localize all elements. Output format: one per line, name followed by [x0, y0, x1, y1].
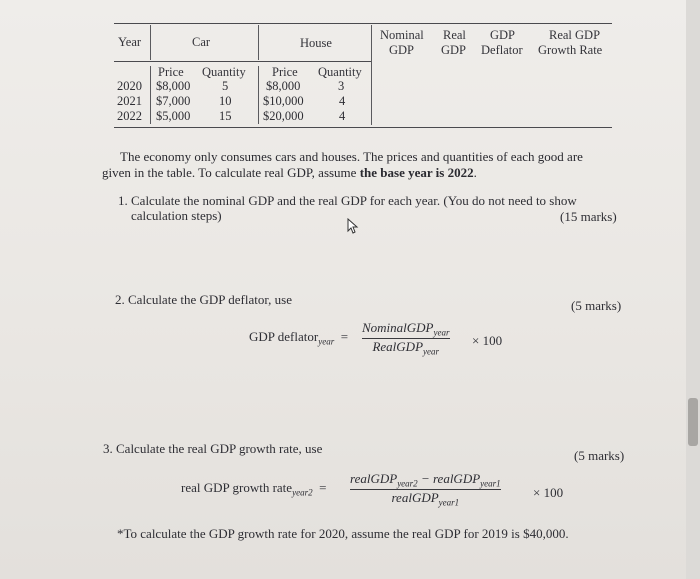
q2-numerator-text: NominalGDP — [362, 320, 434, 335]
scrollbar-thumb[interactable] — [688, 398, 698, 446]
q2-denominator-text: RealGDP — [372, 338, 424, 354]
header-gdp-deflator-line1: GDP — [490, 28, 516, 42]
row-2022-year: 2022 — [117, 109, 142, 123]
row-2020-car-qty: 5 — [222, 79, 229, 93]
q3-multiplier: × 100 — [533, 485, 564, 500]
q2-denominator-subscript: year — [423, 346, 440, 357]
subheader-car-quantity: Quantity — [202, 65, 246, 79]
header-real-gdp-line2: GDP — [441, 43, 467, 57]
intro-paragraph — [102, 149, 642, 181]
table-divider-car-house-data — [258, 66, 259, 124]
q2-denominator — [372, 339, 439, 357]
row-2021-car-price: $7,000 — [156, 94, 191, 108]
q2-numerator — [362, 320, 450, 338]
q3-numerator — [350, 471, 501, 489]
header-growth-rate-line1: Real GDP — [549, 28, 601, 42]
header-house: House — [300, 36, 332, 50]
q3-num-a-text: realGDP — [350, 471, 398, 486]
header-nominal-gdp-line1: Nominal — [380, 28, 424, 42]
q2-marks: (5 marks) — [571, 298, 622, 313]
mouse-cursor-icon — [346, 218, 360, 239]
intro-line-1: The economy only consumes cars and houses. The prices and quantities of each good are — [120, 149, 583, 164]
q2-lhs-subscript: year — [318, 336, 335, 347]
q3-text: 3. Calculate the real GDP growth rate, use — [103, 441, 323, 456]
q2-fraction — [362, 320, 450, 356]
q3-formula-lhs — [181, 480, 326, 498]
vertical-scrollbar[interactable] — [686, 0, 700, 579]
subheader-house-quantity: Quantity — [318, 65, 362, 79]
table-bottom-rule — [114, 127, 612, 128]
table-divider-year-data — [150, 66, 151, 124]
header-real-gdp-line1: Real — [443, 28, 466, 42]
header-gdp-deflator-line2: Deflator — [481, 43, 523, 57]
row-2020-year: 2020 — [117, 79, 142, 93]
intro-line-2-suffix: . — [473, 165, 477, 180]
intro-line-2 — [102, 165, 642, 181]
row-2022-car-qty: 15 — [219, 109, 232, 123]
q2-equals: = — [337, 329, 349, 344]
table-divider-car-house — [258, 25, 259, 60]
table-top-rule — [114, 23, 612, 24]
q2-formula-lhs — [249, 329, 348, 347]
q2-numerator-subscript: year — [433, 327, 450, 338]
q3-lhs-text: real GDP growth rate — [181, 480, 293, 495]
table-divider-house-gdp — [371, 25, 372, 125]
q3-minus: − — [420, 471, 430, 486]
row-2022-house-price: $20,000 — [263, 109, 304, 123]
q3-num-b-subscript: year1 — [480, 478, 501, 489]
intro-line-2-prefix: given in the table. To calculate real GDP, assume — [102, 165, 360, 180]
row-2020-house-qty: 3 — [338, 79, 345, 93]
q2-lhs-text: GDP deflator — [249, 329, 319, 344]
q3-fraction — [350, 471, 501, 507]
intro-base-year: the base year is 2022 — [359, 165, 474, 180]
row-2020-car-price: $8,000 — [156, 79, 191, 93]
q1-line-1: 1. Calculate the nominal GDP and the real GDP for each year. (You do not need to show — [118, 193, 577, 208]
table-divider-year — [150, 25, 151, 60]
header-nominal-gdp-line2: GDP — [389, 43, 415, 57]
subheader-car-price: Price — [158, 65, 184, 79]
row-2021-year: 2021 — [117, 94, 142, 108]
subheader-house-price: Price — [272, 65, 298, 79]
q2-multiplier: × 100 — [472, 333, 503, 348]
q1-marks: (15 marks) — [560, 209, 617, 224]
q3-equals: = — [315, 480, 327, 495]
q3-denominator-subscript: year1 — [438, 497, 460, 508]
row-2021-house-price: $10,000 — [263, 94, 304, 108]
header-growth-rate-line2: Growth Rate — [538, 43, 603, 57]
row-2021-car-qty: 10 — [219, 94, 232, 108]
header-car: Car — [192, 35, 211, 49]
q3-marks: (5 marks) — [574, 448, 625, 463]
row-2022-house-qty: 4 — [339, 109, 346, 123]
growth-rate-note: *To calculate the GDP growth rate for 2020, assume the real GDP for 2019 is $40,000. — [117, 526, 569, 541]
table-header-rule — [114, 61, 372, 62]
row-2020-house-price: $8,000 — [266, 79, 301, 93]
row-2021-house-qty: 4 — [339, 94, 346, 108]
q3-denominator — [391, 490, 459, 508]
q3-lhs-subscript: year2 — [292, 487, 313, 498]
q3-denominator-text: realGDP — [391, 489, 439, 505]
q3-num-a-subscript: year2 — [397, 478, 418, 489]
row-2022-car-price: $5,000 — [156, 109, 191, 123]
q3-num-b-text: realGDP — [432, 471, 481, 486]
header-year: Year — [118, 35, 142, 49]
q2-text: 2. Calculate the GDP deflator, use — [115, 292, 292, 307]
q1-line-2: calculation steps) — [131, 208, 222, 223]
